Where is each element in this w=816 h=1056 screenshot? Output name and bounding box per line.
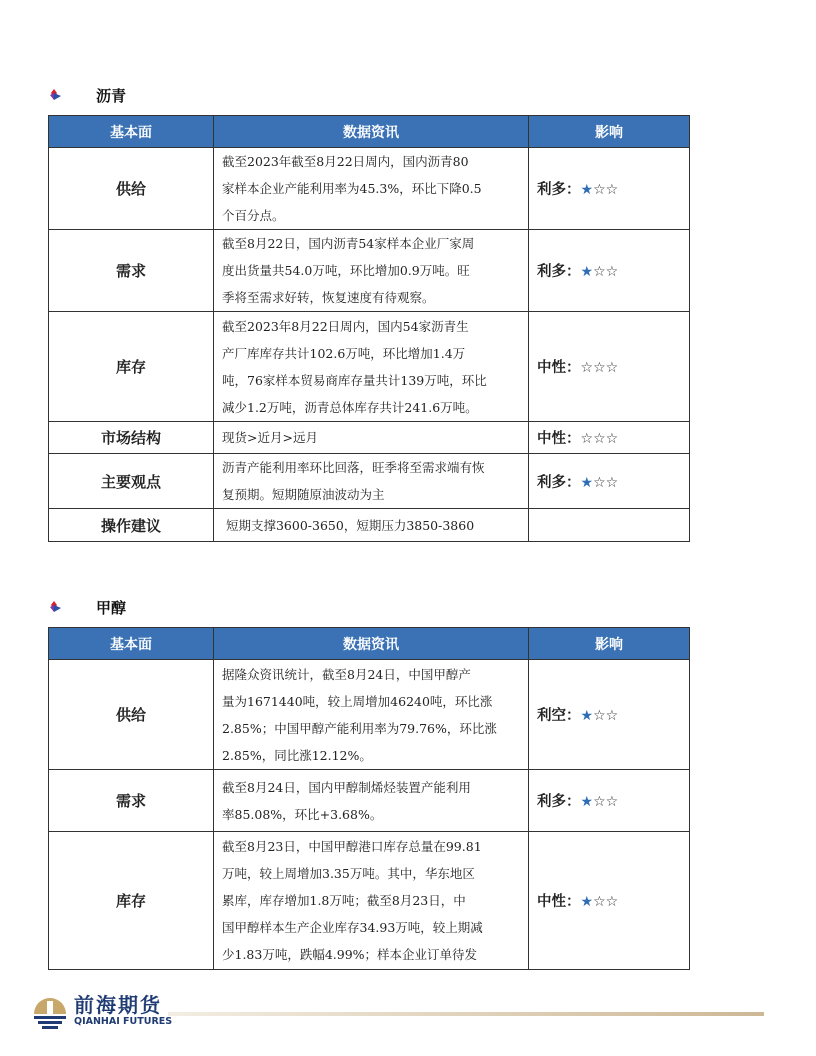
info-cell xyxy=(214,509,529,542)
impact-cell xyxy=(529,230,690,312)
table-row xyxy=(49,509,690,542)
impact-cell xyxy=(529,454,690,509)
section-title: 沥青 xyxy=(96,86,127,105)
column-header: 影响 xyxy=(529,116,690,148)
outline-star-icon: ☆ xyxy=(605,794,619,810)
outline-star-icon: ☆ xyxy=(593,474,606,491)
info-line: 减少1.2万吨，沥青总体库存共计241.6万吨。 xyxy=(222,399,478,415)
outline-star-icon: ☆ xyxy=(605,182,619,198)
outline-star-icon: ☆ xyxy=(593,708,606,724)
outline-star-icon: ☆ xyxy=(605,474,619,491)
diamond-bullet-icon xyxy=(48,599,64,615)
info-line: 2.85%；中国甲醇产能利用率为79.76%，环比涨 xyxy=(222,720,497,736)
impact-label: 利多： xyxy=(537,182,581,198)
column-header: 基本面 xyxy=(49,628,214,660)
outline-star-icon: ☆ xyxy=(605,894,619,910)
impact-rating xyxy=(581,431,619,447)
outline-star-icon: ☆ xyxy=(605,708,619,724)
column-header: 基本面 xyxy=(49,116,214,148)
info-line: 现货>近月>远月 xyxy=(222,430,318,445)
outline-star-icon: ☆ xyxy=(593,431,606,447)
section-heading-asphalt xyxy=(48,85,126,105)
impact-label: 中性： xyxy=(537,360,581,376)
methanol-table xyxy=(48,627,690,970)
info-line: 率85.08%，环比+3.68%。 xyxy=(222,806,383,822)
factor-label: 市场结构 xyxy=(49,422,214,454)
info-line: 家样本企业产能利用率为45.3%，环比下降0.5 xyxy=(222,181,482,196)
impact-label: 利空： xyxy=(537,708,581,724)
impact-rating xyxy=(581,182,619,198)
impact-rating xyxy=(581,475,619,491)
info-line: 截至2023年8月22日周内，国内54家沥青生 xyxy=(222,318,469,334)
info-line: 量为1671440吨，较上周增加46240吨，环比涨 xyxy=(222,693,493,709)
info-line: 短期支撑3600-3650，短期压力3850-3860 xyxy=(222,517,475,533)
info-line: 度出货量共54.0万吨，环比增加0.9万吨。旺 xyxy=(222,263,470,278)
impact-cell xyxy=(529,832,690,970)
info-line: 截至2023年截至8月22日周内，国内沥青80 xyxy=(222,154,469,169)
info-line: 累库，库存增加1.8万吨；截至8月23日，中 xyxy=(222,893,466,908)
info-cell xyxy=(214,422,529,454)
table-row xyxy=(49,230,690,312)
factor-label: 需求 xyxy=(49,770,214,832)
impact-cell xyxy=(529,770,690,832)
section-title: 甲醇 xyxy=(96,598,127,617)
outline-star-icon: ☆ xyxy=(605,431,619,447)
impact-cell xyxy=(529,660,690,770)
impact-label: 利多： xyxy=(537,264,581,280)
filled-star-icon: ★ xyxy=(580,708,594,724)
impact-label: 中性： xyxy=(537,894,581,910)
info-line: 2.85%，同比涨12.12%。 xyxy=(222,747,372,763)
info-cell xyxy=(214,660,529,770)
company-logo xyxy=(30,992,172,1030)
impact-label: 利多： xyxy=(537,474,581,491)
table-row xyxy=(49,660,690,770)
impact-label: 利多： xyxy=(537,794,581,810)
info-cell xyxy=(214,832,529,970)
factor-label: 主要观点 xyxy=(49,454,214,509)
info-line: 吨，76家样本贸易商库存量共计139万吨，环比 xyxy=(222,372,487,388)
impact-rating xyxy=(581,894,619,910)
info-cell xyxy=(214,230,529,312)
filled-star-icon: ★ xyxy=(580,182,594,198)
info-cell xyxy=(214,454,529,509)
impact-cell xyxy=(529,509,690,542)
info-line: 个百分点。 xyxy=(222,208,285,223)
info-line: 产厂库库存共计102.6万吨，环比增加1.4万 xyxy=(222,345,466,361)
outline-star-icon: ☆ xyxy=(580,360,594,376)
outline-star-icon: ☆ xyxy=(593,182,606,198)
table-row xyxy=(49,422,690,454)
factor-label: 供给 xyxy=(49,148,214,230)
factor-label: 库存 xyxy=(49,312,214,422)
factor-label: 库存 xyxy=(49,832,214,970)
column-header: 影响 xyxy=(529,628,690,660)
table-row xyxy=(49,454,690,509)
diamond-bullet-icon xyxy=(48,87,64,103)
info-line: 复预期。短期随原油波动为主 xyxy=(222,487,385,502)
filled-star-icon: ★ xyxy=(580,474,594,491)
factor-label: 操作建议 xyxy=(49,509,214,542)
info-line: 季将至需求好转，恢复速度有待观察。 xyxy=(222,290,435,305)
info-cell xyxy=(214,312,529,422)
info-cell xyxy=(214,148,529,230)
table-row xyxy=(49,770,690,832)
factor-label: 供给 xyxy=(49,660,214,770)
impact-label: 中性： xyxy=(537,431,581,447)
filled-star-icon: ★ xyxy=(580,894,594,910)
outline-star-icon: ☆ xyxy=(605,360,619,376)
qianhai-logo-icon xyxy=(30,992,70,1030)
info-line: 万吨，较上周增加3.35万吨。其中，华东地区 xyxy=(222,866,475,881)
table-header-row xyxy=(49,628,690,660)
info-line: 沥青产能利用率环比回落，旺季将至需求端有恢 xyxy=(222,460,485,475)
outline-star-icon: ☆ xyxy=(605,264,619,280)
impact-rating xyxy=(581,794,619,810)
table-row xyxy=(49,312,690,422)
info-cell xyxy=(214,770,529,832)
outline-star-icon: ☆ xyxy=(593,794,606,810)
table-row xyxy=(49,832,690,970)
column-header: 数据资讯 xyxy=(214,628,529,660)
info-line: 截至8月22日，国内沥青54家样本企业厂家周 xyxy=(222,236,475,251)
impact-cell xyxy=(529,312,690,422)
table-row xyxy=(49,148,690,230)
impact-rating xyxy=(581,360,619,376)
section-heading-methanol xyxy=(48,597,126,617)
impact-cell xyxy=(529,422,690,454)
outline-star-icon: ☆ xyxy=(580,431,594,447)
info-line: 国甲醇样本生产企业库存34.93万吨，较上期减 xyxy=(222,920,483,935)
column-header: 数据资讯 xyxy=(214,116,529,148)
impact-rating xyxy=(581,264,619,280)
filled-star-icon: ★ xyxy=(580,264,594,280)
asphalt-table xyxy=(48,115,690,542)
info-line: 截至8月23日，中国甲醇港口库存总量在99.81 xyxy=(222,839,482,854)
factor-label: 需求 xyxy=(49,230,214,312)
info-line: 据隆众资讯统计，截至8月24日，中国甲醇产 xyxy=(222,666,471,682)
logo-english-name: QIANHAI FUTURES xyxy=(74,1016,173,1027)
table-header-row xyxy=(49,116,690,148)
info-line: 少1.83万吨，跌幅4.99%；样本企业订单待发 xyxy=(222,947,478,962)
outline-star-icon: ☆ xyxy=(593,894,606,910)
outline-star-icon: ☆ xyxy=(593,264,606,280)
impact-cell xyxy=(529,148,690,230)
info-line: 截至8月24日，国内甲醇制烯烃装置产能利用 xyxy=(222,779,471,795)
footer-divider xyxy=(168,1012,764,1016)
outline-star-icon: ☆ xyxy=(593,360,606,376)
impact-rating xyxy=(581,708,619,724)
logo-chinese-name: 前海期货 xyxy=(74,993,162,1017)
filled-star-icon: ★ xyxy=(580,794,594,810)
